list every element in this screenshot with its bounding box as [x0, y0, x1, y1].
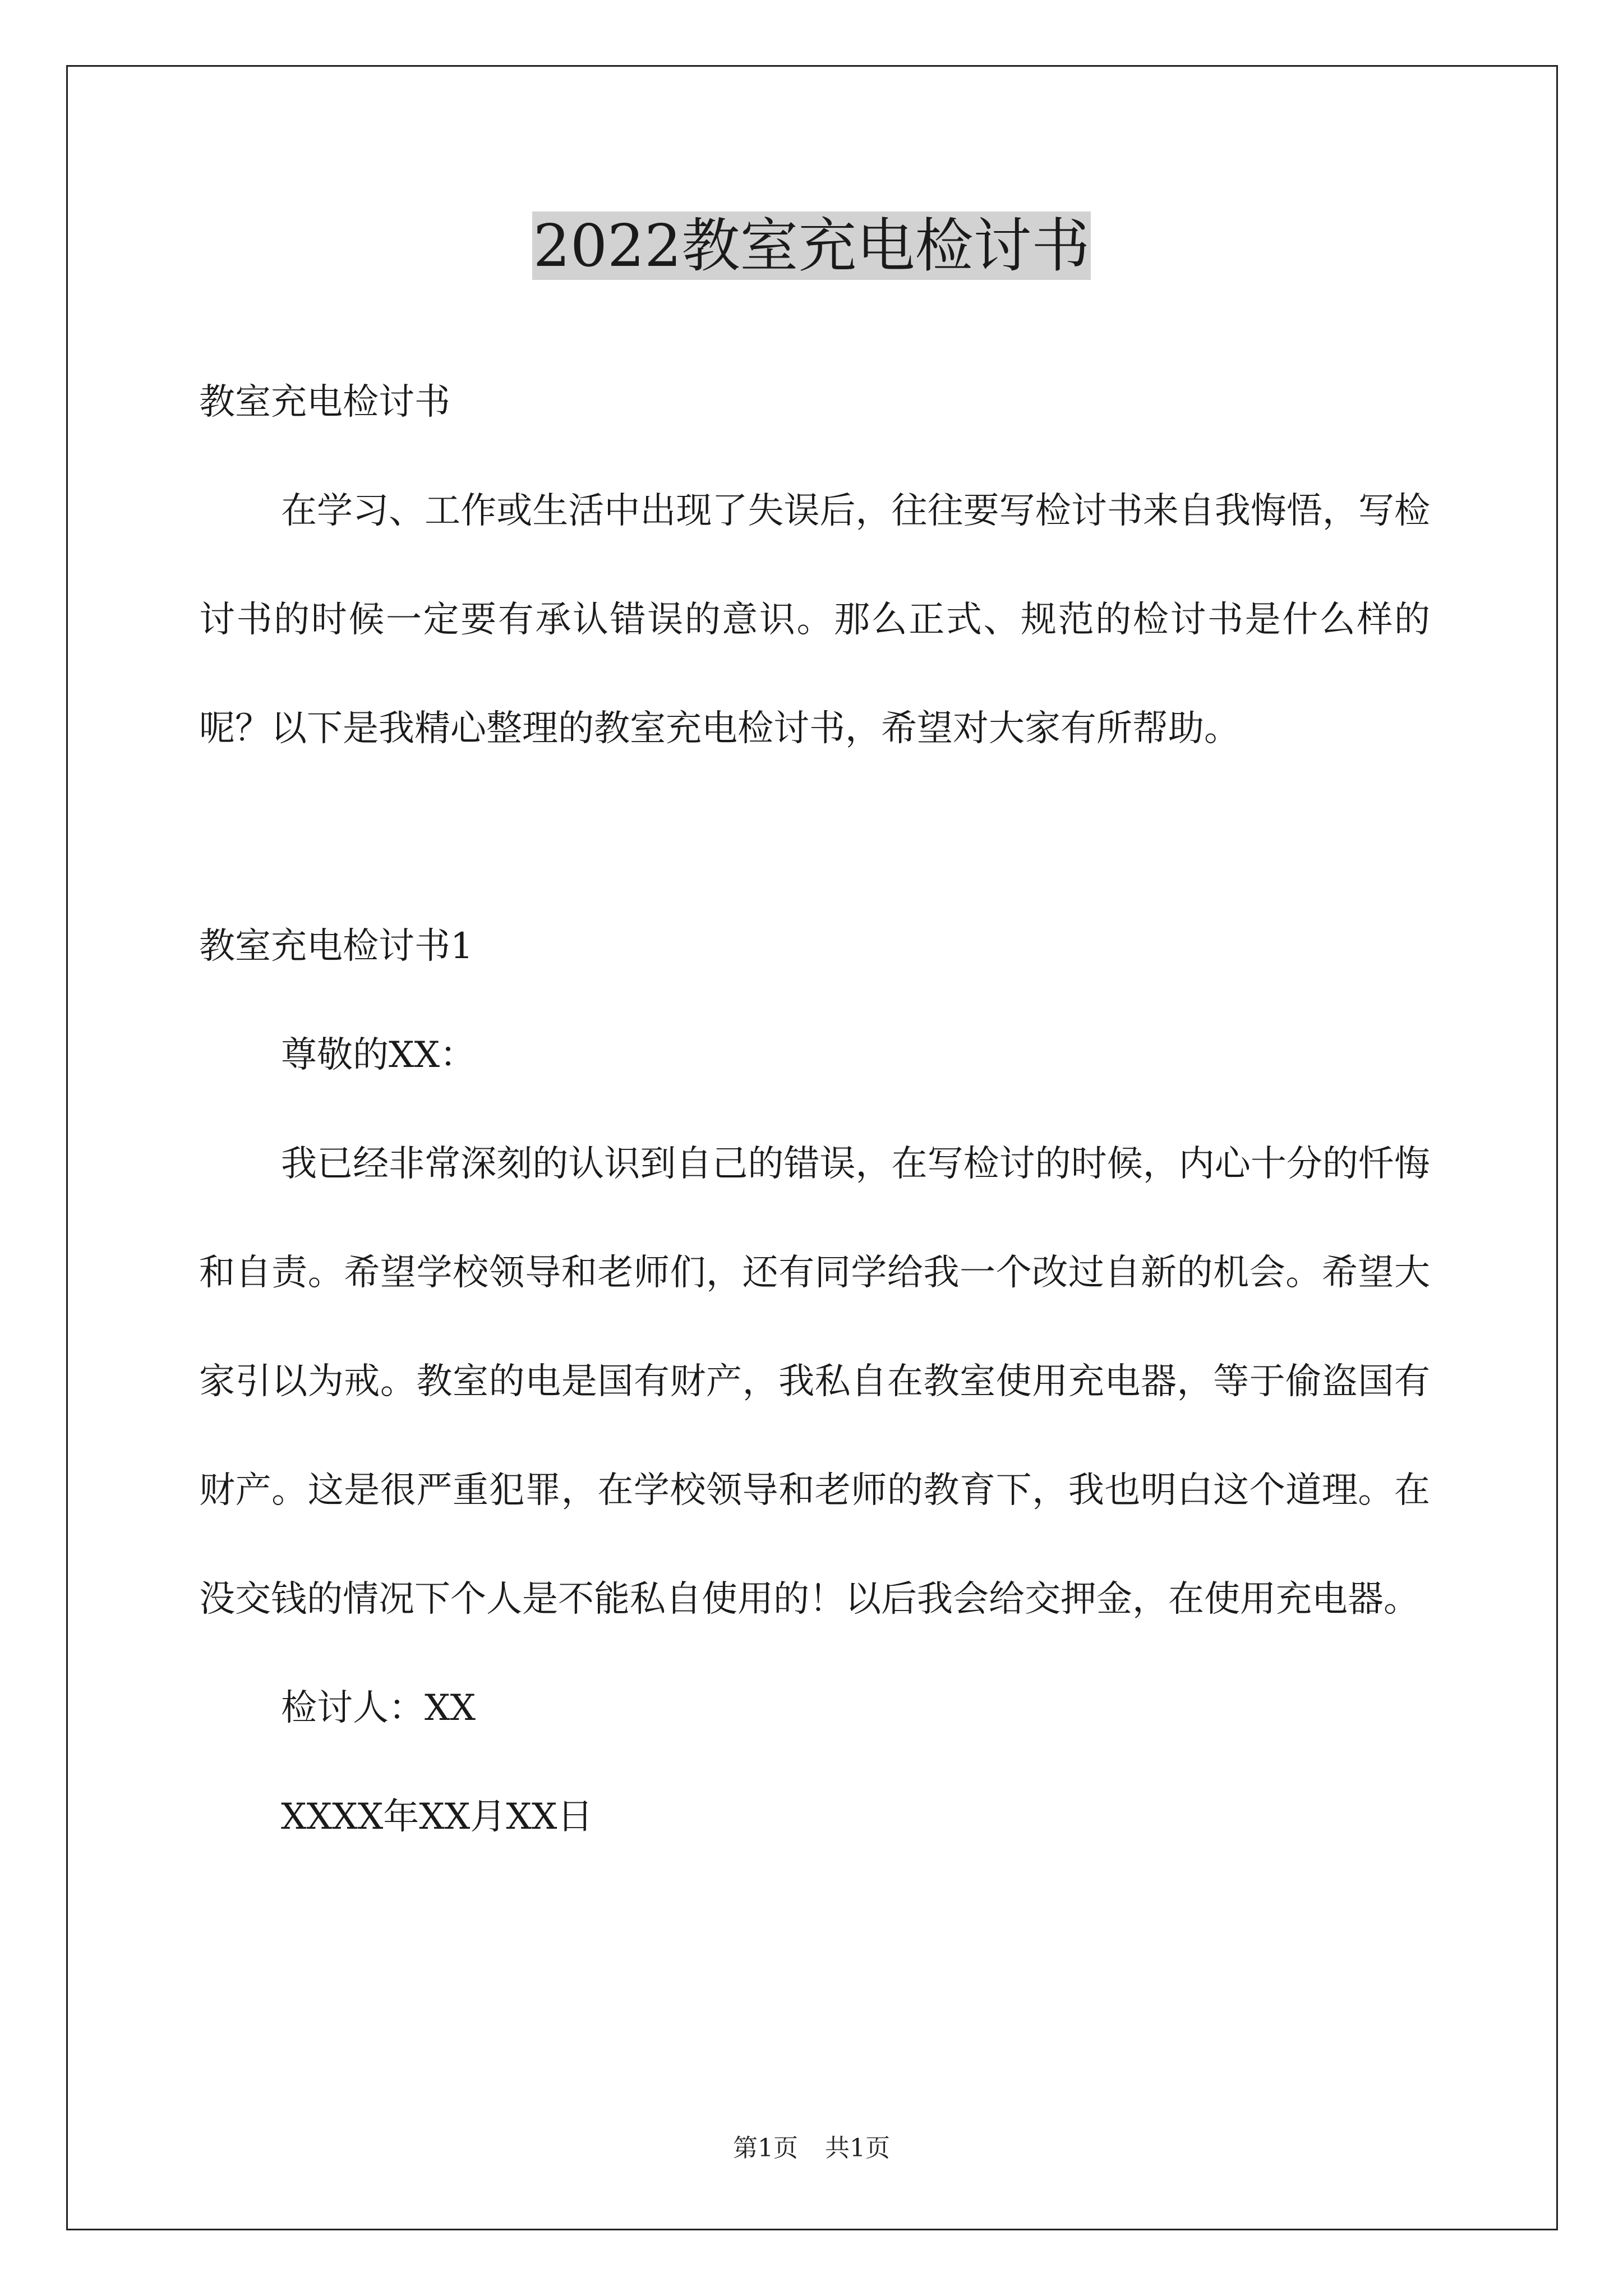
intro-paragraph: 在学习、工作或生活中出现了失误后，往往要写检讨书来自我悔悟，写检讨书的时候一定要有承认错误的意识。那么正式、规范的检讨书是什么样的呢？以下是我精心整理的教室充电检讨书，希望对大家有所帮助。	[199, 490, 1430, 749]
document-title-container	[0, 206, 1623, 285]
body-paragraph: 我已经非常深刻的认识到自己的错误，在写检讨的时候，内心十分的忏悔和自责。希望学校领导和老师们，还有同学给我一个改过自新的机会。希望大家引以为戒。教室的电是国有财产，我私自在教室使用充电器，等于偷盗国有财产。这是很严重犯罪，在学校领导和老师的教育下，我也明白这个道理。在没交钱的情况下个人是不能私自使用的！以后我会给交押金，在使用充电器。	[199, 1143, 1430, 1620]
document-body	[199, 348, 1430, 1871]
page-number-current: 第1页	[733, 2134, 798, 2162]
section-heading: 教室充电检讨书1	[199, 926, 473, 967]
page-footer	[0, 2132, 1623, 2165]
salutation: 尊敬的XX：	[281, 1034, 476, 1076]
signature: 检讨人：XX	[281, 1687, 476, 1729]
document-title: 2022教室充电检讨书	[533, 211, 1090, 280]
date: XXXX年XX月XX日	[281, 1796, 593, 1838]
page-number-total: 共1页	[825, 2134, 890, 2162]
subtitle: 教室充电检讨书	[199, 381, 450, 423]
